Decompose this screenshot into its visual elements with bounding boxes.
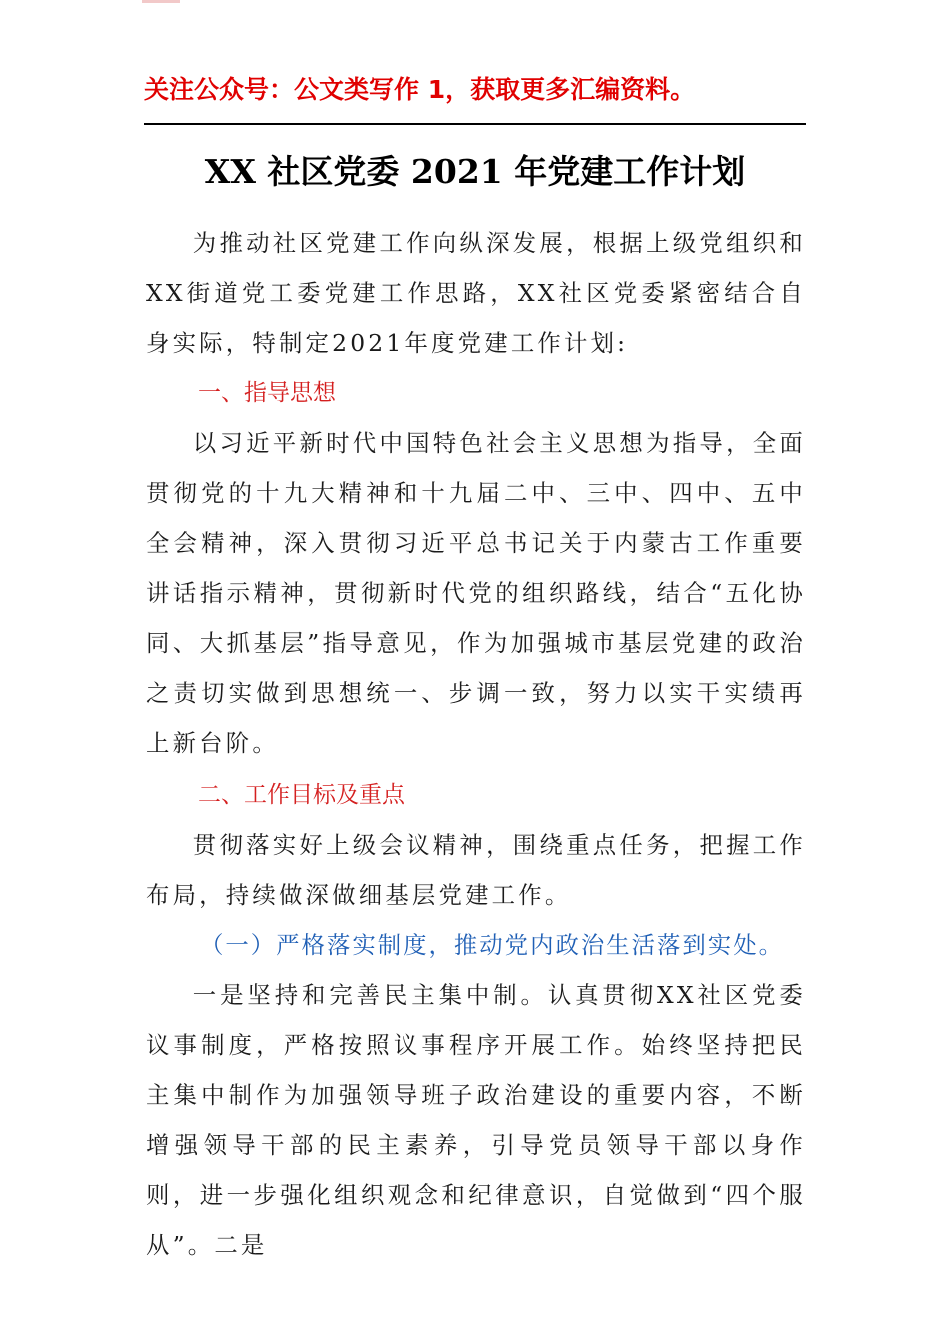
document-title: XX 社区党委 2021 年党建工作计划	[204, 152, 746, 191]
section-heading-goals: 二、工作目标及重点	[198, 782, 405, 808]
subsection-heading-system: （一）严格落实制度，推动党内政治生活落到实处。	[200, 931, 784, 959]
document-body	[146, 218, 806, 1270]
header-divider	[144, 123, 806, 125]
intro-paragraph: 为推动社区党建工作向纵深发展，根据上级党组织和XX街道党工委党建工作思路，XX社区党委紧密结合自身实际，特制定2021年度党建工作计划:	[146, 229, 806, 357]
subsection-paragraph-system: 一是坚持和完善民主集中制。认真贯彻XX社区党委议事制度，严格按照议事程序开展工作。始终坚持把民主集中制作为加强领导班子政治建设的重要内容，不断增强领导干部的民主素养，引导党员领导干部以身作则，进一步强化组织观念和纪律意识，自觉做到“四个服从”。二是	[146, 981, 806, 1259]
section-paragraph-goals: 贯彻落实好上级会议精神，围绕重点任务，把握工作布局，持续做深做细基层党建工作。	[146, 831, 806, 909]
section-paragraph-guiding-ideology: 以习近平新时代中国特色社会主义思想为指导，全面贯彻党的十九大精神和十九届二中、三中、四中、五中全会精神，深入贯彻习近平总书记关于内蒙古工作重要讲话指示精神，贯彻新时代党的组织路线，结合“五化协同、大抓基层”指导意见，作为加强城市基层党建的政治之责切实做到思想统一、步调一致，努力以实干实绩再上新台阶。	[146, 429, 806, 757]
corner-mark	[142, 0, 180, 3]
section-heading-guiding-ideology: 一、指导思想	[198, 380, 336, 406]
promo-banner: 关注公众号：公文类写作 1，获取更多汇编资料。	[144, 75, 696, 104]
